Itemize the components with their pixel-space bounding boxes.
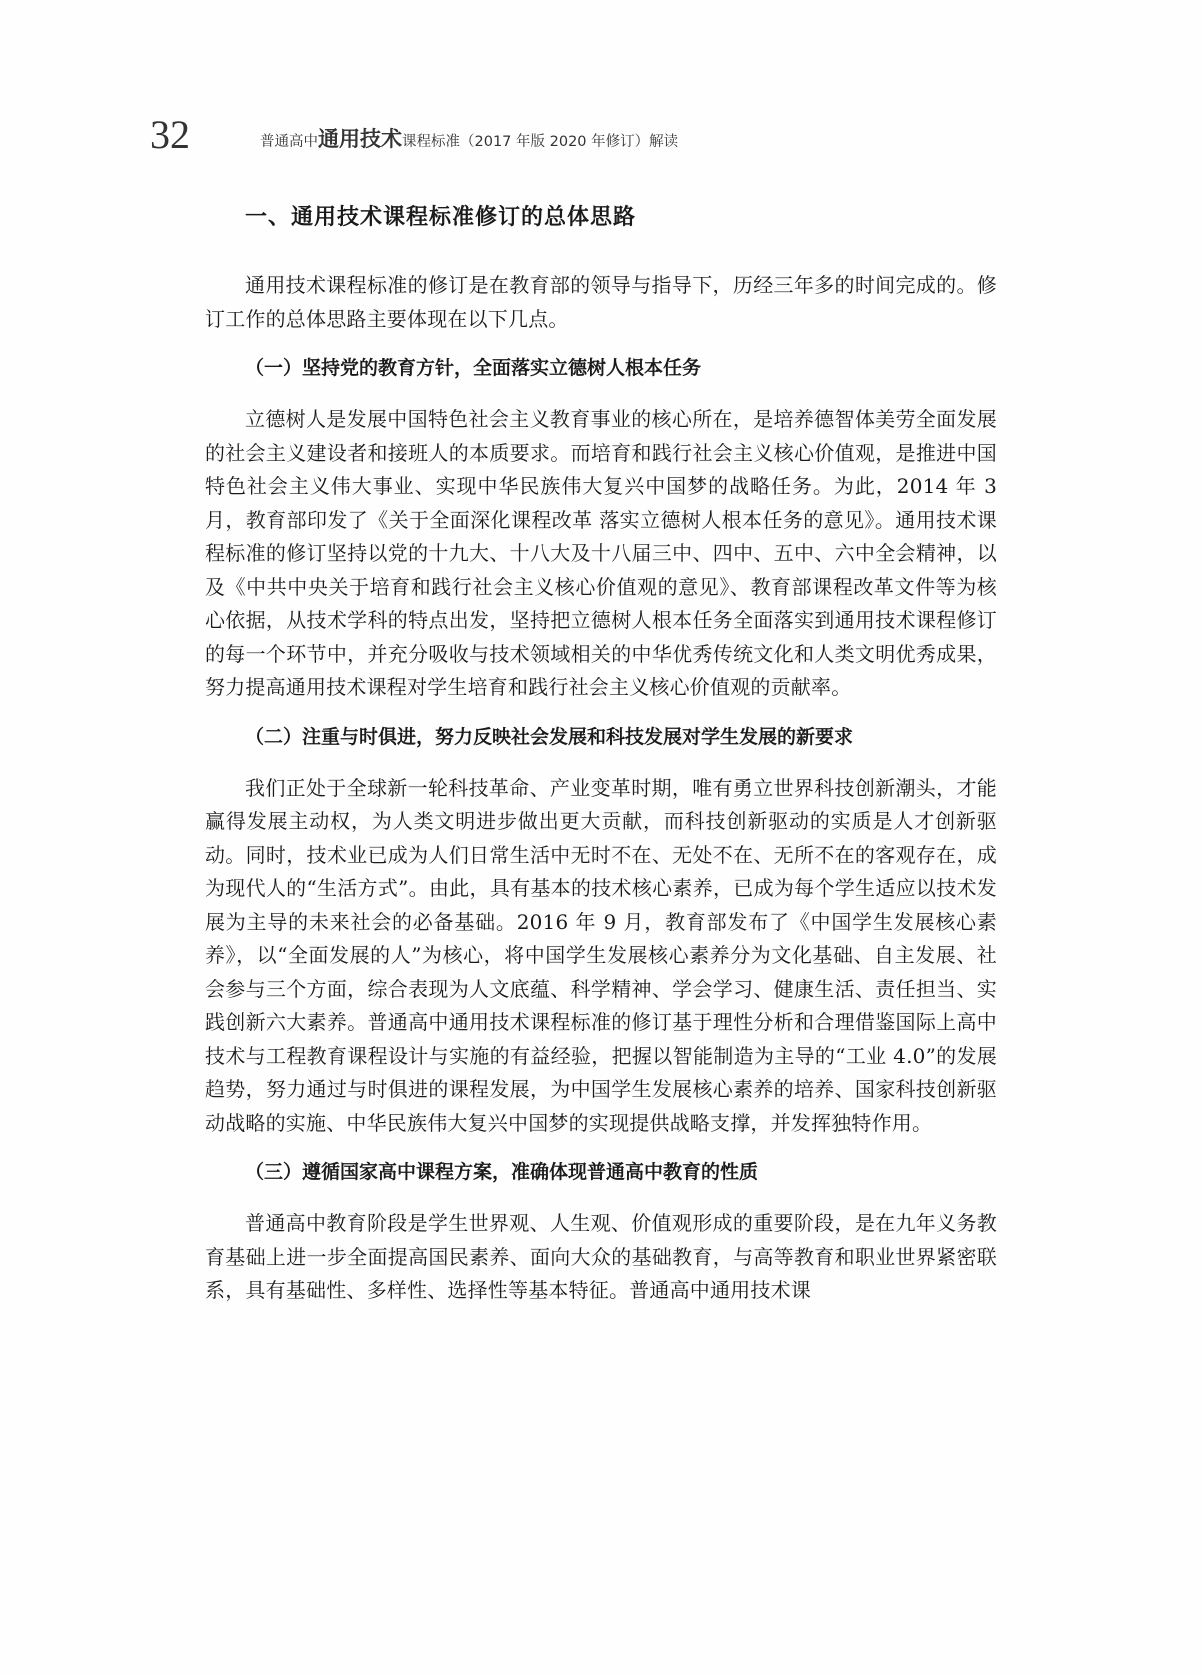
running-head-suffix: 课程标准（2017 年版 2020 年修订）解读	[402, 134, 679, 150]
running-head-prefix: 普通高中	[260, 134, 318, 150]
page-number: 32	[150, 112, 190, 157]
subsection-body-1: 立德树人是发展中国特色社会主义教育事业的核心所在，是培养德智体美劳全面发展的社会主义建设者和接班人的本质要求。而培育和践行社会主义核心价值观，是推进中国特色社会主义伟大事业、实现中华民族伟大复兴中国梦的战略任务。为此，2014 年 3 月，教育部印发了《关于全面深化课程改革 落实立德树人根本任务的意见》。通用技术课程标准的修订坚持以党的十九大、十八大及十八届三中、四中、五中、六中全会精神，以及《中共中央关于培育和践行社会主义核心价值观的意见》、教育部课程改革文件等为核心依据，从技术学科的特点出发，坚持把立德树人根本任务全面落实到通用技术课程修订的每一个环节中，并充分吸收与技术领域相关的中华优秀传统文化和人类文明优秀成果，努力提高通用技术课程对学生培育和践行社会主义核心价值观的贡献率。	[205, 407, 997, 699]
subsection-body-2: 我们正处于全球新一轮科技革命、产业变革时期，唯有勇立世界科技创新潮头，才能赢得发展主动权，为人类文明进步做出更大贡献，而科技创新驱动的实质是人才创新驱动。同时，技术业已成为人们日常生活中无时不在、无处不在、无所不在的客观存在，成为现代人的“生活方式”。由此，具有基本的技术核心素养，已成为每个学生适应以技术发展为主导的未来社会的必备基础。2016 年 9 月，教育部发布了《中国学生发展核心素养》，以“全面发展的人”为核心，将中国学生发展核心素养分为文化基础、自主发展、社会参与三个方面，综合表现为人文底蕴、科学精神、学会学习、健康生活、责任担当、实践创新六大素养。普通高中通用技术课程标准的修订基于理性分析和合理借鉴国际上高中技术与工程教育课程设计与实施的有益经验，把握以智能制造为主导的“工业 4.0”的发展趋势，努力通过与时俱进的课程发展，为中国学生发展核心素养的培养、国家科技创新驱动战略的实施、中华民族伟大复兴中国梦的实现提供战略支撑，并发挥独特作用。	[205, 775, 997, 1135]
page-content	[205, 200, 997, 1308]
running-head-subject: 通用技术	[318, 126, 402, 151]
subsection-heading-3: （三）遵循国家高中课程方案，准确体现普通高中教育的性质	[245, 1161, 759, 1183]
subsection-heading-1: （一）坚持党的教育方针，全面落实立德树人根本任务	[245, 357, 702, 379]
page-header	[150, 110, 1110, 160]
section-title: 一、通用技术课程标准修订的总体思路	[245, 205, 637, 230]
subsection-heading-2: （二）注重与时俱进，努力反映社会发展和科技发展对学生发展的新要求	[245, 725, 854, 748]
subsection-body-3: 普通高中教育阶段是学生世界观、人生观、价值观形成的重要阶段，是在九年义务教育基础上进一步全面提高国民素养、面向大众的基础教育，与高等教育和职业世界紧密联系，具有基础性、多样性、选择性等基本特征。普通高中通用技术课	[205, 1211, 997, 1302]
running-head	[260, 124, 678, 157]
intro-paragraph: 通用技术课程标准的修订是在教育部的领导与指导下，历经三年多的时间完成的。修订工作的总体思路主要体现在以下几点。	[205, 273, 997, 331]
